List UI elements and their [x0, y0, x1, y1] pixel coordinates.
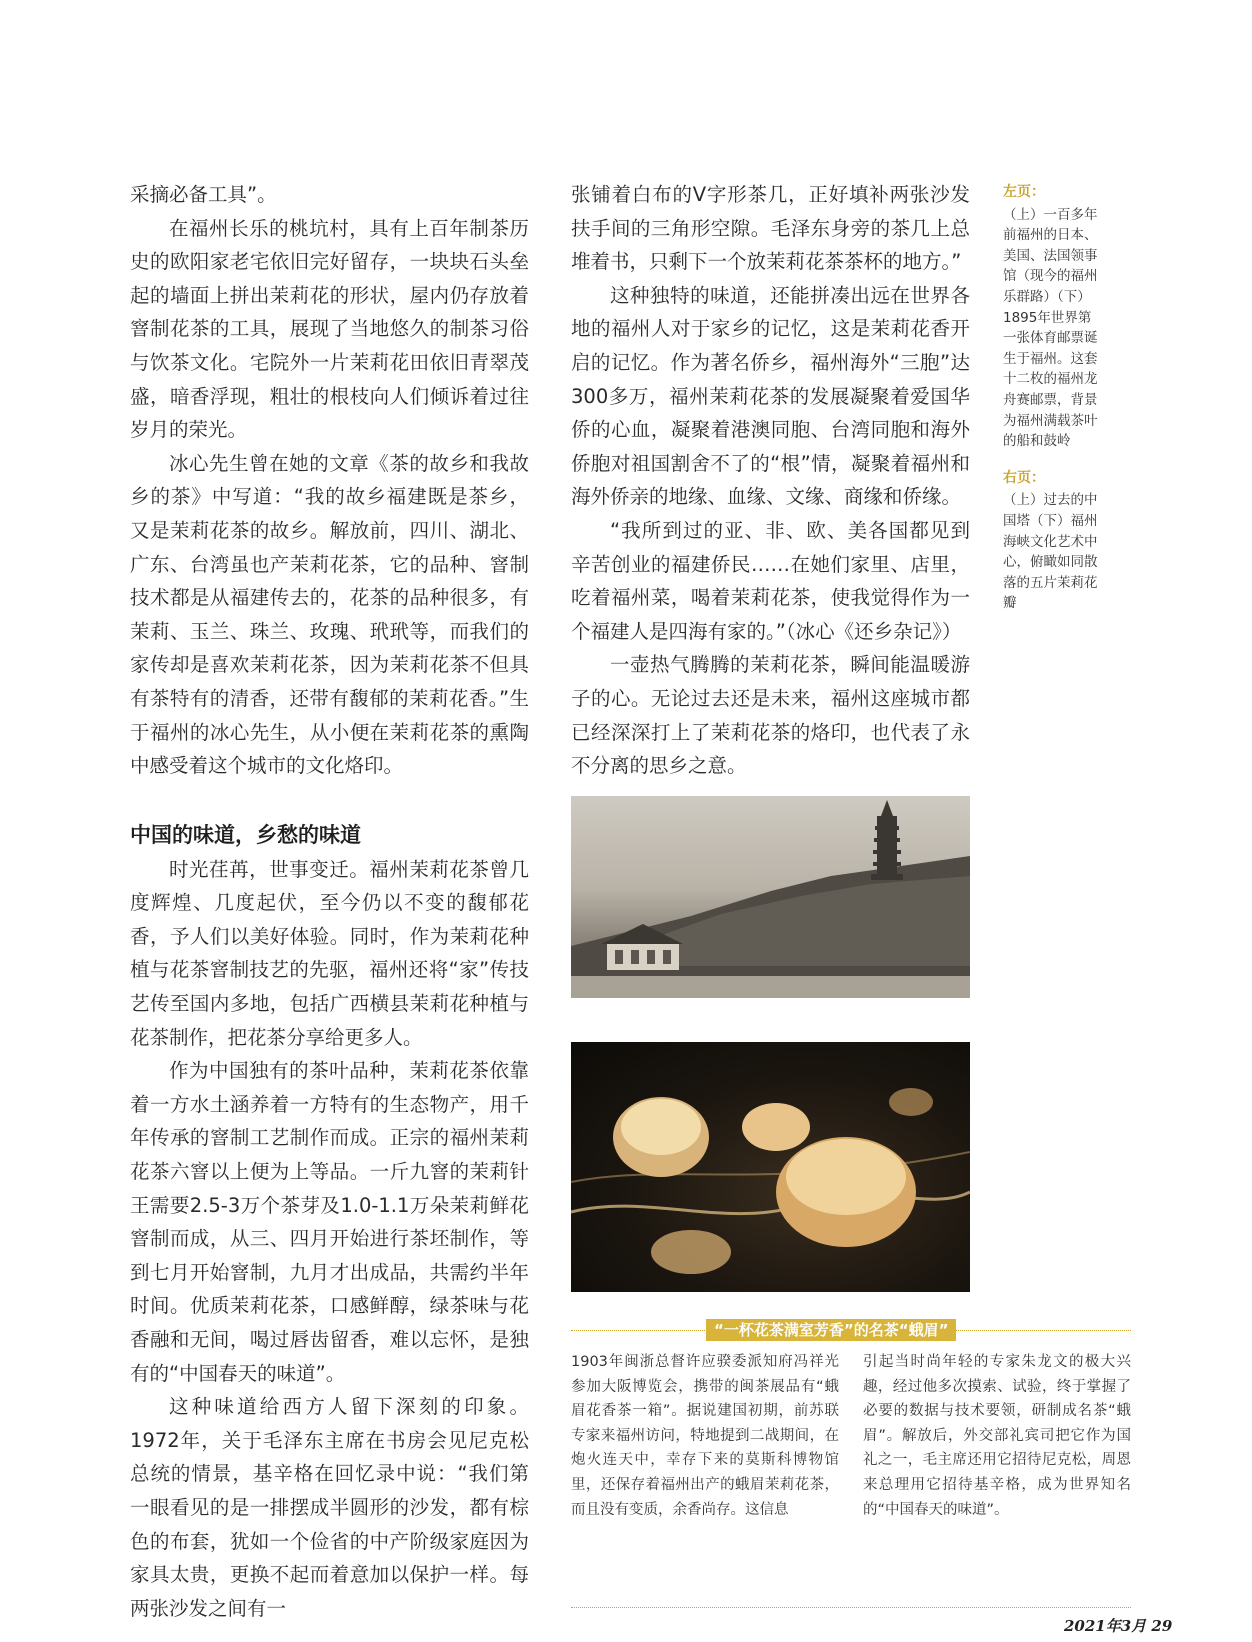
pagoda-illustration — [571, 796, 970, 998]
issue-date: 2021年3月 — [1064, 1617, 1147, 1635]
page-footer — [1064, 1615, 1172, 1636]
caption-heading-left: 左页： — [1003, 184, 1045, 200]
paragraph: 这种独特的味道，还能拼凑出远在世界各地的福州人对于家乡的记忆，这是茉莉花香开启的记忆。作为著名侨乡，福州海外“三胞”达300多万，福州茉莉花茶的发展凝聚着爱国华侨的心血，凝聚着港澳同胞、台湾同胞和海外侨胞对祖国割舍不了的“根”情，凝聚着福州和海外侨亲的地缘、血缘、文缘、商缘和侨缘。 — [571, 283, 970, 509]
paragraph: “我所到过的亚、非、欧、美各国都见到辛苦创业的福建侨民……在她们家里、店里，吃着福州菜，喝着茉莉花茶，使我觉得作为一个福建人是四海有家的。”（冰心《还乡杂记》） — [571, 518, 970, 643]
page-number: 29 — [1151, 1617, 1173, 1635]
paragraph: 一壶热气腾腾的茉莉花茶，瞬间能温暖游子的心。无论过去还是未来，福州这座城市都已经深深打上了茉莉花茶的烙印，也代表了永不分离的思乡之意。 — [571, 653, 970, 778]
caption-heading-right: 右页： — [1003, 469, 1045, 486]
paragraph: 时光荏苒，世事变迁。福州茉莉花茶曾几度辉煌、几度起伏，至今仍以不变的馥郁花香，予人们以美好体验。同时，作为茉莉花种植与花茶窨制技艺的先驱，福州还将“家”传技艺传至国内多地，包括广西横县茉莉花种植与花茶制作，把花茶分享给更多人。 — [130, 857, 529, 1049]
caption-text-left: （上）一百多年前福州的日本、美国、法国领事馆（现今的福州乐群路）（下）1895年世界第一张体育邮票诞生于福州。这套十二枚的福州龙舟赛邮票，背景为福州满载茶叶的船和鼓岭 — [1003, 206, 1098, 450]
paragraph: 采摘必备工具”。 — [130, 183, 277, 206]
paragraph: 作为中国独有的茶叶品种，茉莉花茶依靠着一方水土涵养着一方特有的生态物产，用千年传承的窨制工艺制作而成。正宗的福州茉莉花茶六窨以上便为上等品。一斤九窨的茉莉针王需要2.5-3万个茶芽及1.0-1.1万朵茉莉鲜花窨制而成，从三、四月开始进行茶坯制作，等到七月开始窨制，九月才出成品，共需约半年时间。优质茉莉花茶，口感鲜醇，绿茶味与花香融和无间，喝过唇齿留香，难以忘怀，是独有的“中国春天的味道”。 — [130, 1059, 529, 1385]
section-heading: 中国的味道，乡愁的味道 — [130, 822, 361, 847]
sidebar-box-text-left: 1903年闽浙总督许应骙委派知府冯祥光参加大阪博览会，携带的闽茶展品有“蛾眉花香茶一箱”。据说建国初期，前苏联专家来福州访问，特地提到二战期间，在炮火连天中，幸存下来的莫斯科博物馆里，还保存着福州出产的蛾眉茉莉花茶，而且没有变质，余香尚存。这信息 — [571, 1354, 839, 1518]
sidebar-box-text-right: 引起当时尚年轻的专家朱龙文的极大兴趣，经过他多次摸索、试验，终于掌握了必要的数据与技术要领，研制成名茶“蛾眉”。解放后，外交部礼宾司把它作为国礼之一，毛主席还用它招待尼克松，周恩来总理用它招待基辛格，成为世界知名的“中国春天的味道”。 — [863, 1354, 1131, 1518]
photo-captions — [1003, 182, 1103, 614]
left-text-column — [130, 178, 529, 1625]
culture-center-photo — [571, 1042, 970, 1292]
paragraph: 在福州长乐的桃坑村，具有上百年制茶历史的欧阳家老宅依旧完好留存，一块块石头垒起的墙面上拼出茉莉花的形状，屋内仍存放着窨制花茶的工具，展现了当地悠久的制茶习俗与饮茶文化。宅院外一片茉莉花田依旧青翠茂盛，暗香浮现，粗壮的根枝向人们倾诉着过往岁月的荣光。 — [130, 216, 529, 442]
culture-center-illustration — [571, 1042, 970, 1292]
paragraph: 冰心先生曾在她的文章《茶的故乡和我故乡的茶》中写道：“我的故乡福建既是茶乡，又是茉莉花茶的故乡。解放前，四川、湖北、广东、台湾虽也产茉莉花茶，它的品种、窨制技术都是从福建传去的，花茶的品种很多，有茉莉、玉兰、珠兰、玫瑰、玳玳等，而我们的家传却是喜欢茉莉花茶，因为茉莉花茶不但具有茶特有的清香，还带有馥郁的茉莉花香。”生于福州的冰心先生，从小便在茉莉花茶的熏陶中感受着这个城市的文化烙印。 — [130, 451, 529, 778]
pagoda-photo — [571, 796, 970, 998]
paragraph: 张铺着白布的V字形茶几，正好填补两张沙发扶手间的三角形空隙。毛泽东身旁的茶几上总堆着书，只剩下一个放茉莉花茶茶杯的地方。” — [571, 183, 970, 274]
box-bottom-border — [571, 1607, 1131, 1608]
sidebar-box-title: “一杯花茶满室芳香”的名茶“蛾眉” — [706, 1319, 956, 1341]
paragraph: 这种味道给西方人留下深刻的印象。1972年，关于毛泽东主席在书房会见尼克松总统的情景，基辛格在回忆录中说：“我们第一眼看见的是一排摆成半圆形的沙发，都有棕色的布套，犹如一个俭省的中产阶级家庭因为家具太贵，更换不起而着意加以保护一样。每两张沙发之间有一 — [130, 1395, 529, 1620]
caption-text-right: （上）过去的中国塔（下）福州海峡文化艺术中心，俯瞰如同散落的五片茉莉花瓣 — [1003, 492, 1098, 612]
middle-text-column — [571, 178, 970, 783]
